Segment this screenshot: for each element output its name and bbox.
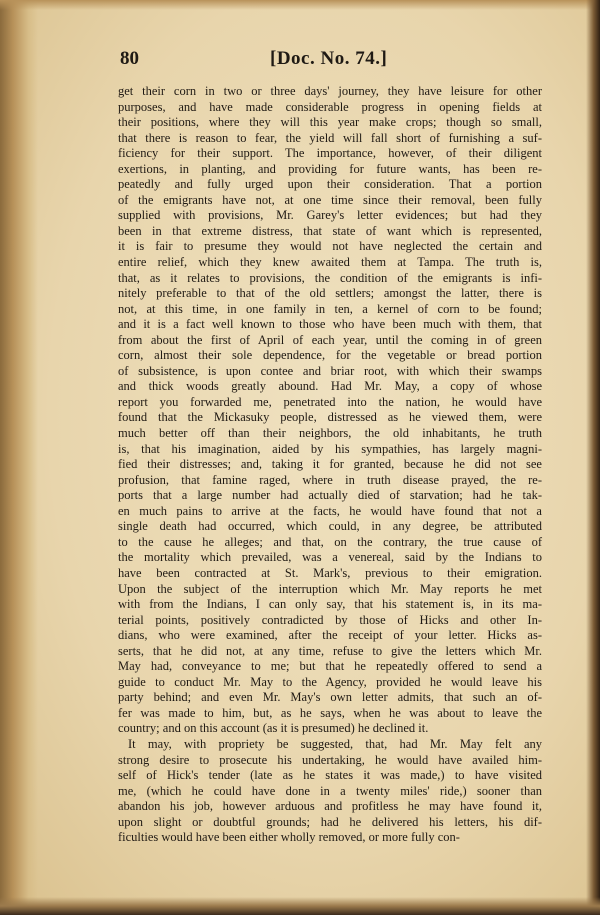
text-line: single death had occurred, which could, in any degree, be attributed [118,519,542,534]
page-top-edge [0,0,600,10]
text-line: supplied with provisions, Mr. Garey's letter evidences; but had they [118,208,542,223]
page-binding-shadow [0,0,38,915]
text-line: that there is reason to fear, the yield will fall short of furnishing a suf- [118,130,542,145]
page-number: 80 [120,48,139,69]
text-line: ficiency for their support. The importance, however, of their diligent [118,146,542,161]
text-line: not, at this time, in one family in ten, a kernel of corn to be found; [118,301,542,316]
text-line: It may, with propriety be suggested, that, had Mr. May felt any [128,736,542,751]
text-line: corn, almost their sole dependence, for the vegetable or bread portion [118,348,542,363]
text-line: have been contracted at St. Mark's, previous to their emigration. [118,565,542,580]
text-line: peatedly and fully urged upon their consideration. That a portion [118,177,542,192]
text-line: terial points, positively contradicted by those of Hicks and other In- [118,612,542,627]
text-line: it is fair to presume they would not have neglected the certain and [118,239,542,254]
text-line: and thick woods greatly abound. Had Mr. May, a copy of whose [118,379,542,394]
text-line: ports that a large number had actually died of starvation; had he tak- [118,488,542,503]
text-line: been in that extreme distress, that state of want which is represented, [118,223,542,238]
text-line: found that the Mickasuky people, distressed as he viewed them, were [118,410,542,425]
text-line: of the emigrants have not, at one time since their removal, been fully [118,192,542,207]
running-header [120,48,540,72]
text-line: upon slight or doubtful grounds; had he delivered his letters, his dif- [118,814,542,829]
text-line: that, as it relates to provisions, the condition of the emigrants is infi- [118,270,542,285]
text-line: party behind; and even Mr. May's own letter admits, that such an of- [118,690,542,705]
body-text [118,84,542,846]
text-line: much better off than their neighbors, the old inhabitants, he truth [118,426,542,441]
text-line: dians, who were examined, after the receipt of your letter. Hicks as- [118,628,542,643]
text-line: country; and on this account (as it is presumed) he declined it. [118,721,429,736]
text-line: report you forwarded me, penetrated into the nation, he would have [118,394,542,409]
page-right-edge [586,0,600,915]
text-line: to the cause he alleges; and that, on the contrary, the true cause of [118,534,542,549]
text-line: purposes, and have made considerable progress in opening fields at [118,99,542,114]
text-line: self of Hick's tender (late as he states it was made,) to have visited [118,768,542,783]
text-line: and it is a fact well known to those who have been much with them, that [118,317,542,332]
text-line: get their corn in two or three days' journey, they have leisure for other [118,84,542,98]
text-line: with from the Indians, I can only say, that his statement is, in its ma- [118,597,542,612]
text-line: May had, conveyance to me; but that he repeatedly offered to send a [118,659,542,674]
text-line: ficulties would have been either wholly removed, or more fully con- [118,830,460,845]
text-line: serts, that he did not, at any time, refuse to give the letters which Mr. [118,643,542,658]
page-bottom-edge [0,897,600,915]
text-line: nitely preferable to that of the old settlers; amongst the latter, there is [118,286,542,301]
text-line: profusion, that famine raged, where in truth disease prayed, the re- [118,472,542,487]
text-line: fer was made to him, but, as he says, when he was about to leave the [118,705,542,720]
text-line: fied their distresses; and, taking it for granted, because he did not see [118,457,542,472]
text-line: guide to conduct Mr. May to the Agency, provided he would leave his [118,674,542,689]
text-line: Upon the subject of the interruption which Mr. May reports he met [118,581,542,596]
text-line: their positions, where they will this year make crops; though so small, [118,115,542,130]
text-line: is, that his imagination, aided by his sympathies, has largely magni- [118,441,542,456]
text-line: en much pains to arrive at the facts, he would have found that not a [118,503,542,518]
text-line: abandon his job, however arduous and profitless he may have found it, [118,799,542,814]
text-line: of subsistence, is upon contee and briar root, with which their swamps [118,363,542,378]
text-line: me, (which he could have done in a twenty miles' ride,) sooner than [118,783,542,798]
text-line: the mortality which prevailed, was a venereal, said by the Indians to [118,550,542,565]
text-line: entire relief, which they knew awaited them at Tampa. The truth is, [118,255,542,270]
text-line: strong desire to prosecute his undertaking, he would have availed him- [118,752,542,767]
text-line: exertions, in planting, and providing for future wants, has been re- [118,161,542,176]
document-reference: [Doc. No. 74.] [270,48,388,69]
text-line: from about the first of April of each year, until the coming in of green [118,332,542,347]
